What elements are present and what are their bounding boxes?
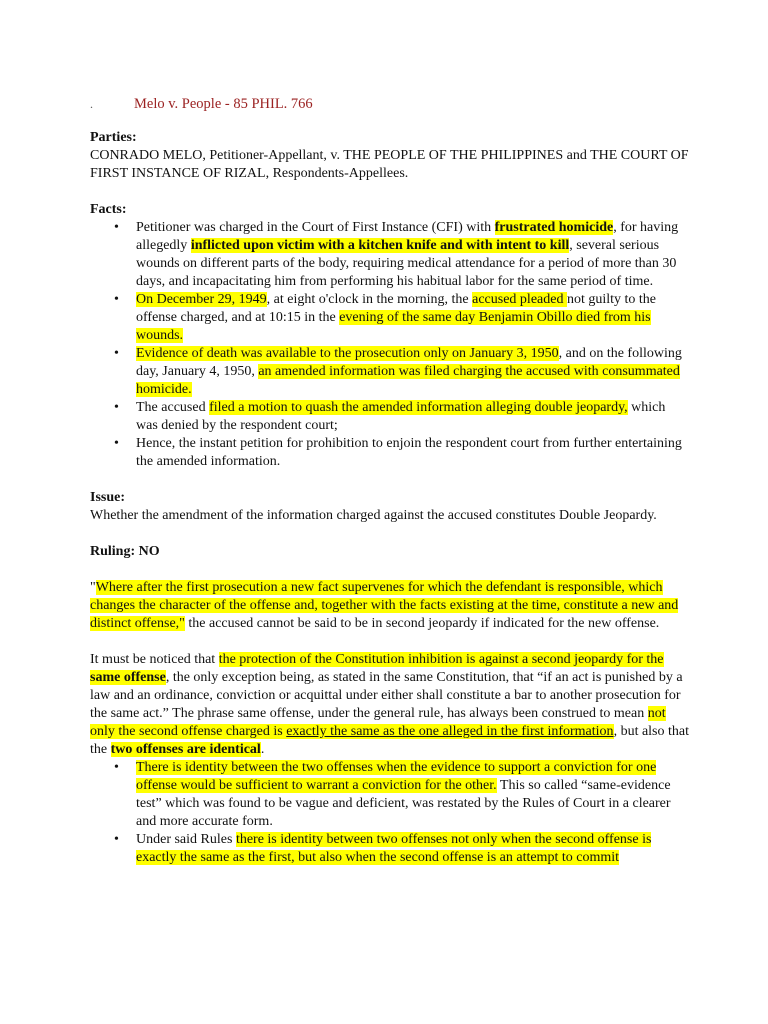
issue-heading: Issue:: [90, 490, 126, 505]
facts-heading: Facts:: [90, 202, 127, 217]
parties-heading: Parties:: [90, 130, 137, 145]
bullet-icon: •: [114, 832, 119, 847]
ruling-paragraph-1: "Where after the first prosecution a new fact supervenes for which the defendant is responsible, which changes the character of the offense and, together with the facts existing at the time, constitute a new and distinct offense," the accused cannot be said to be in second jeopardy if indicated for the new offense.: [90, 580, 679, 631]
ruling-heading: Ruling: NO: [90, 544, 160, 559]
ruling-paragraph-2: It must be noticed that the protection of the Constitution inhibition is against a second jeopardy for the same offense, the only exception being, as stated in the same Constitution, that “if an act is punished by a law and an ordinance, conviction or acquittal under either shall constitute a bar to another prosecution for the same act.” The phrase same offense, under the general rule, has always been construed to mean not only the second offense charged is exactly the same as the one alleged in the first information, but also that the two offenses are identical.: [90, 652, 689, 757]
document-body: [90, 129, 690, 867]
bullet-icon: •: [114, 220, 119, 235]
bullet-icon: •: [114, 346, 119, 361]
bullet-icon: •: [114, 400, 119, 415]
bullet-icon: •: [114, 760, 119, 775]
list-item: • Evidence of death was available to the prosecution only on January 3, 1950, and on the following day, January 4, 1950, an amended information was filed charging the accused with consummated homicide.: [114, 346, 682, 397]
case-title-text: Melo v. People - 85 PHIL. 766: [134, 96, 313, 112]
bullet-icon: •: [114, 292, 119, 307]
case-title: [90, 95, 313, 113]
list-marker: .: [90, 97, 93, 111]
list-item: • The accused filed a motion to quash the amended information alleging double jeopardy, which was denied by the respondent court;: [114, 400, 666, 433]
issue-text: Whether the amendment of the information charged against the accused constitutes Double Jeopardy.: [90, 508, 657, 523]
list-item: • There is identity between the two offenses when the evidence to support a conviction for one offense would be sufficient to warrant a conviction for the other. This so called “same-evidence test” which was found to be vague and deficient, was restated by the Rules of Court in a clearer and more accurate form.: [114, 760, 671, 829]
ruling-list: [90, 759, 690, 867]
bullet-icon: •: [114, 436, 119, 451]
parties-text: CONRADO MELO, Petitioner-Appellant, v. THE PEOPLE OF THE PHILIPPINES and THE COURT OF FIRST INSTANCE OF RIZAL, Respondents-Appellees.: [90, 148, 689, 181]
list-item: • Hence, the instant petition for prohibition to enjoin the respondent court from further entertaining the amended information.: [114, 436, 682, 469]
list-item: • Petitioner was charged in the Court of First Instance (CFI) with frustrated homicide, for having allegedly inflicted upon victim with a kitchen knife and with intent to kill, several serious wounds on different parts of the body, requiring medical attendance for a period of more than 30 days, and incapacitating him from performing his habitual labor for the same period of time.: [114, 220, 679, 289]
list-item: • On December 29, 1949, at eight o'clock in the morning, the accused pleaded not guilty to the offense charged, and at 10:15 in the evening of the same day Benjamin Obillo died from his wounds.: [114, 292, 657, 343]
facts-list: [90, 219, 690, 471]
list-item: • Under said Rules there is identity between two offenses not only when the second offense is exactly the same as the first, but also when the second offense is an attempt to commit: [114, 832, 652, 865]
